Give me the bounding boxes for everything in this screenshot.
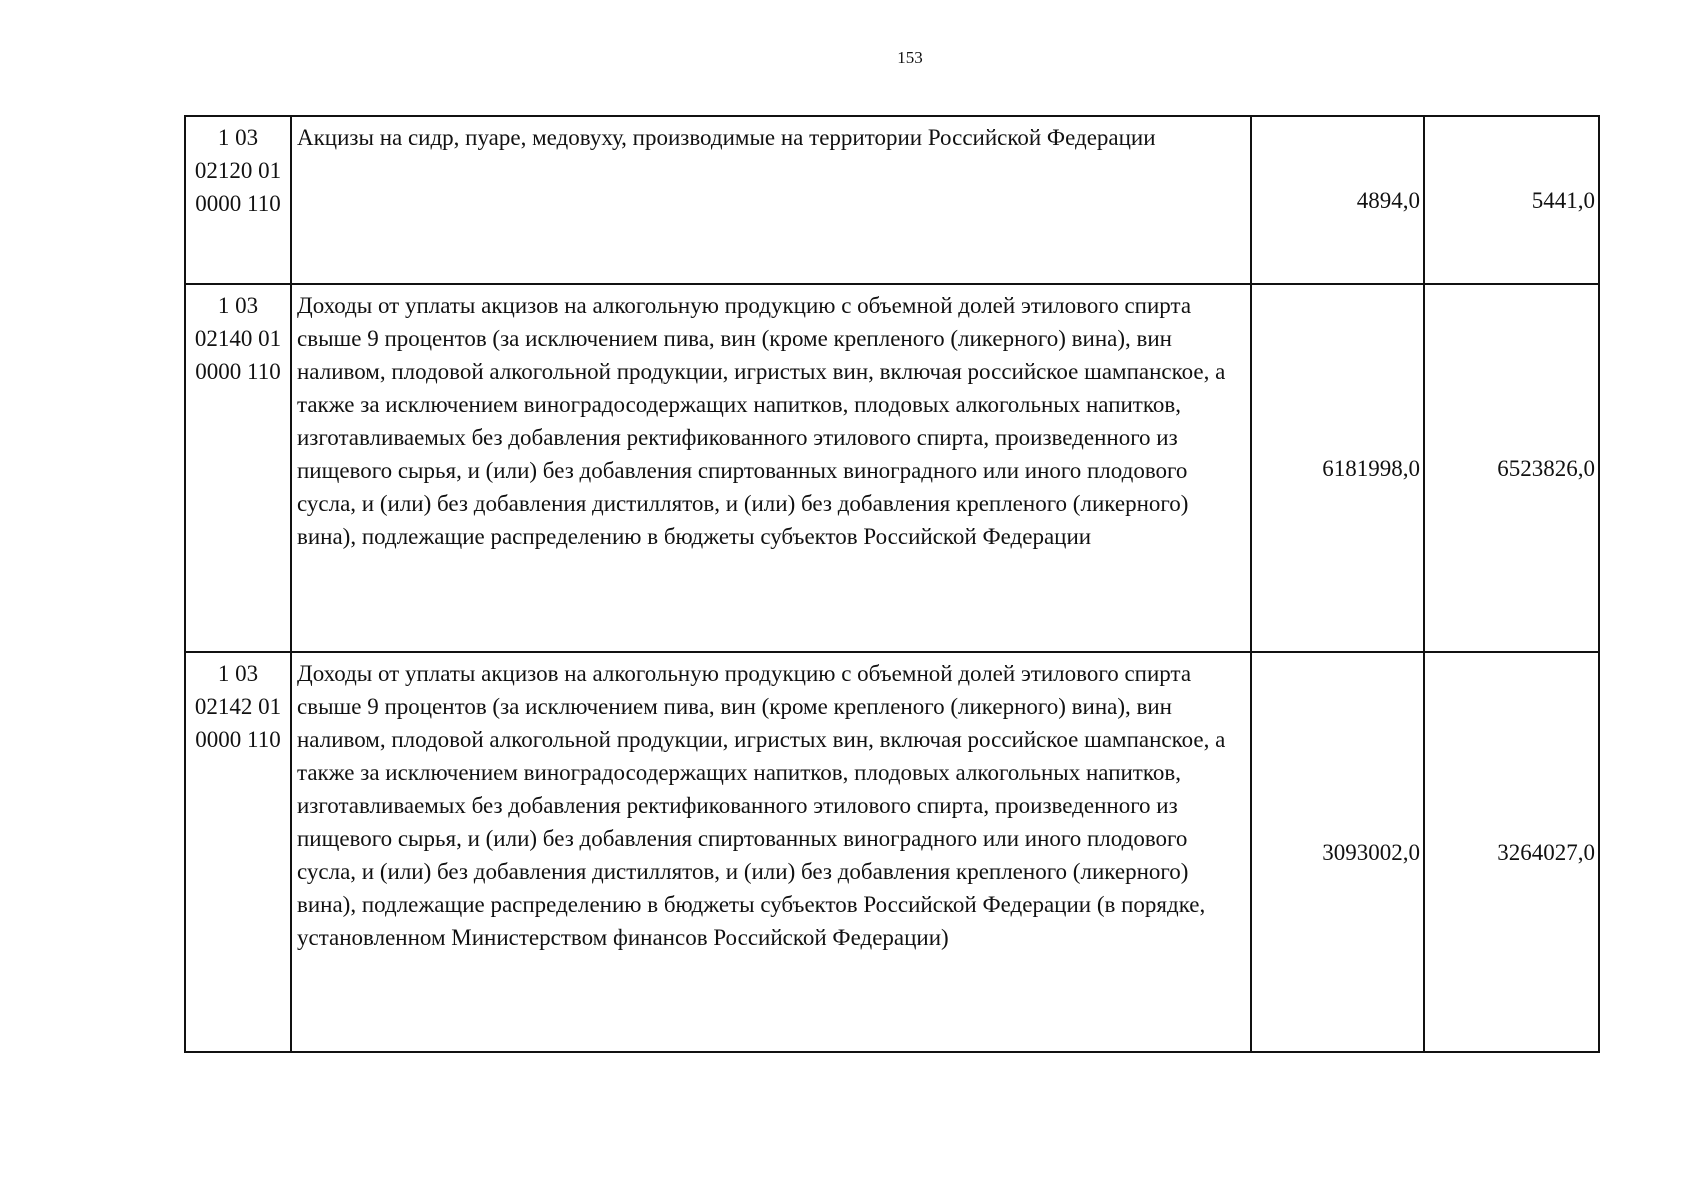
amount-year-1: 3093002,0 xyxy=(1251,652,1424,1052)
table-row xyxy=(185,652,1599,1052)
budget-classification-code: 1 03 02140 01 0000 110 xyxy=(185,284,291,652)
table-row xyxy=(185,284,1599,652)
amount-year-2: 5441,0 xyxy=(1424,116,1599,284)
budget-classification-code: 1 03 02142 01 0000 110 xyxy=(185,652,291,1052)
amount-year-1: 4894,0 xyxy=(1251,116,1424,284)
revenue-name: Акцизы на сидр, пуаре, медовуху, производимые на территории Российской Федерации xyxy=(291,116,1251,284)
page-number: 153 xyxy=(897,48,923,67)
revenue-name: Доходы от уплаты акцизов на алкогольную продукцию с объемной долей этилового спирта свыше 9 процентов (за исключением пива, вин (кроме крепленого (ликерного) вина), вин наливом, плодовой алкогольной продукции, игристых вин, включая российское шампанское, а также за исключением виноградосодержащих напитков, плодовых алкогольных напитков, изготавливаемых без добавления ректификованного этилового спирта, произведенного из пищевого сырья, и (или) без добавления спиртованных виноградного или иного плодового сусла, и (или) без добавления дистиллятов, и (или) без добавления крепленого (ликерного) вина), подлежащие распределению в бюджеты субъектов Российской Федерации xyxy=(291,284,1251,652)
amount-year-2: 3264027,0 xyxy=(1424,652,1599,1052)
amount-year-2: 6523826,0 xyxy=(1424,284,1599,652)
budget-revenue-table xyxy=(184,115,1600,1053)
budget-classification-code: 1 03 02120 01 0000 110 xyxy=(185,116,291,284)
revenue-name: Доходы от уплаты акцизов на алкогольную продукцию с объемной долей этилового спирта свыше 9 процентов (за исключением пива, вин (кроме крепленого (ликерного) вина), вин наливом, плодовой алкогольной продукции, игристых вин, включая российское шампанское, а также за исключением виноградосодержащих напитков, плодовых алкогольных напитков, изготавливаемых без добавления ректификованного этилового спирта, произведенного из пищевого сырья, и (или) без добавления спиртованных виноградного или иного плодового сусла, и (или) без добавления дистиллятов, и (или) без добавления крепленого (ликерного) вина), подлежащие распределению в бюджеты субъектов Российской Федерации (в порядке, установленном Министерством финансов Российской Федерации) xyxy=(291,652,1251,1052)
amount-year-1: 6181998,0 xyxy=(1251,284,1424,652)
table-row xyxy=(185,116,1599,284)
